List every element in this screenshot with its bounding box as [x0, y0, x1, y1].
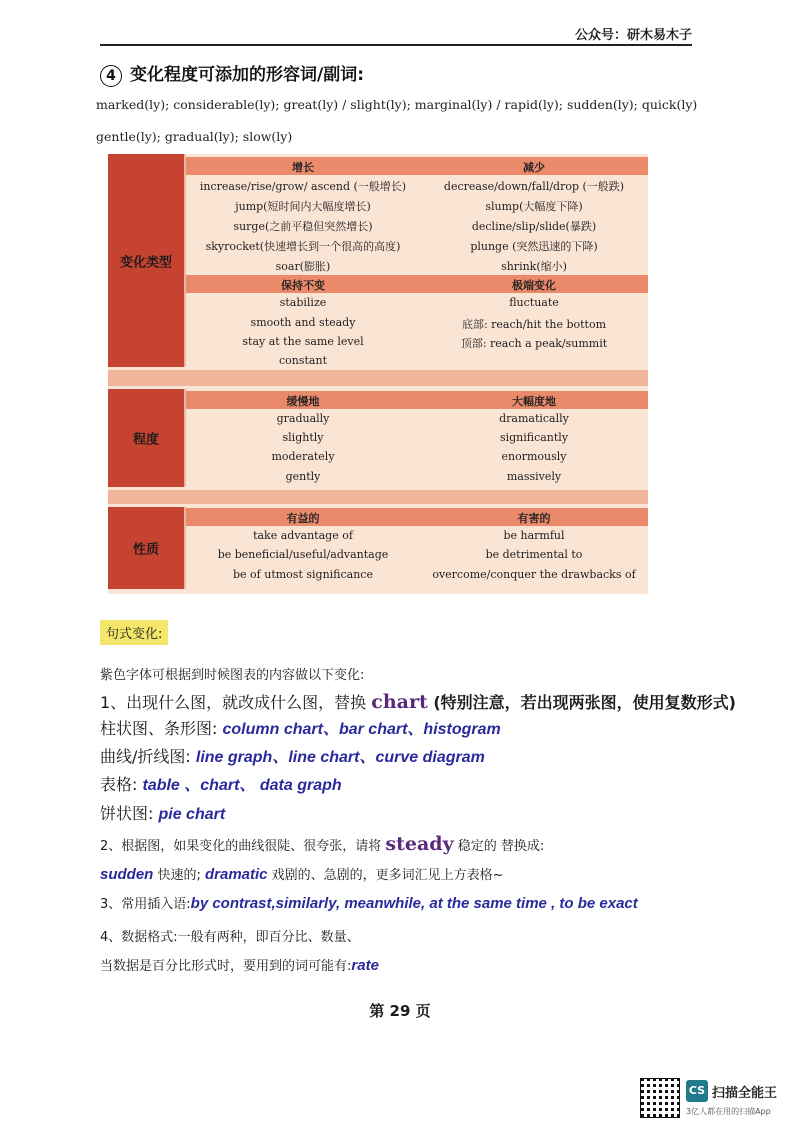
header-band	[186, 275, 648, 293]
head-stable: 保持不变	[281, 279, 325, 292]
row-label-change-type: 变化类型	[108, 154, 186, 367]
cell: surge(之前平稳但突然增长)	[233, 220, 373, 233]
intro-text: 紫色字体可根据到时候图表的内容做以下变化:	[100, 668, 365, 683]
scanner-app-name: 扫描全能王	[712, 1086, 778, 1101]
cell: stabilize	[279, 296, 327, 309]
cell: slightly	[282, 431, 324, 444]
camscanner-logo-icon: CS	[686, 1080, 708, 1102]
cell: soar(膨胀)	[275, 260, 331, 273]
item-4: 4、数据格式:一般有两种，即百分比、数量、	[100, 930, 360, 945]
cell: massively	[506, 470, 562, 483]
page-number: 第 29 页	[369, 1002, 431, 1020]
section-heading	[100, 60, 364, 87]
cell: be detrimental to	[485, 548, 583, 561]
cell: 底部: reach/hit the bottom	[461, 318, 607, 331]
cell: constant	[279, 354, 327, 367]
vocabulary-table	[108, 154, 648, 594]
cell: be harmful	[503, 529, 565, 542]
row-spacer	[108, 370, 648, 386]
word-steady: steady	[385, 833, 454, 855]
item-2-cont: sudden 快速的; dramatic 戏剧的、急剧的，更多词汇见上方表格~	[100, 866, 504, 883]
table-line: 表格: table 、chart、 data graph	[100, 775, 342, 794]
row-label-nature: 性质	[108, 507, 186, 589]
header-band	[186, 157, 648, 175]
cell: gently	[285, 470, 321, 483]
head-harmful: 有害的	[517, 512, 551, 525]
cell: decrease/down/fall/drop (一般跌)	[443, 180, 625, 193]
cell: 顶部: reach a peak/summit	[460, 337, 608, 350]
cell: gradually	[276, 412, 330, 425]
header-band	[186, 508, 648, 526]
head-increase: 增长	[292, 161, 314, 174]
cell: be of utmost significance	[233, 568, 373, 581]
word-chart: chart	[371, 691, 428, 713]
cell: slump(大幅度下降)	[485, 200, 583, 213]
cell: jump(短时间内大幅度增长)	[235, 200, 371, 213]
section-number: 4	[100, 65, 122, 87]
header-band	[186, 391, 648, 409]
header-divider	[100, 44, 692, 46]
item-3: 3、常用插入语:by contrast,similarly, meanwhile, at the same time , to be exact	[100, 895, 638, 912]
bar-line: 柱状图、条形图: column chart、bar chart、histogram	[100, 719, 501, 738]
qr-code-icon	[640, 1078, 680, 1118]
scanner-tagline: 3亿人都在用的扫描App	[686, 1107, 771, 1116]
row-label-degree: 程度	[108, 389, 186, 487]
word-line-1: marked(ly); considerable(ly); great(ly) / slight(ly); marginal(ly) / rapid(ly); sudden(ly); quick(ly)	[96, 97, 698, 112]
head-sharply: 大幅度地	[512, 395, 556, 408]
pie-line: 饼状图: pie chart	[100, 804, 226, 823]
head-beneficial: 有益的	[286, 512, 320, 525]
item-2: 2、根据图，如果变化的曲线很陡、很夸张，请将 steady 稳定的 替换成:	[100, 833, 545, 855]
cell: dramatically	[499, 412, 569, 425]
cell: decline/slip/slide(暴跌)	[471, 220, 597, 233]
cell: take advantage of	[253, 529, 353, 542]
head-extreme: 极端变化	[512, 279, 556, 292]
cell: plunge (突然迅速的下降)	[470, 240, 598, 253]
head-decrease: 减少	[523, 161, 545, 174]
sentence-variation-label: 句式变化:	[100, 620, 168, 645]
cell: moderately	[271, 450, 335, 463]
item-5: 当数据是百分比形式时，要用到的词可能有:rate	[100, 957, 379, 974]
cell: significantly	[499, 431, 569, 444]
cell: enormously	[501, 450, 567, 463]
row-spacer	[108, 490, 648, 504]
cell: increase/rise/grow/ ascend (一般增长)	[199, 180, 407, 193]
word-line-2: gentle(ly); gradual(ly); slow(ly)	[96, 129, 293, 144]
item-1: 1、出现什么图，就改成什么图，替换 chart (特别注意，若出现两张图，使用复数形式)	[100, 691, 736, 713]
cell: fluctuate	[509, 296, 559, 309]
cell: skyrocket(快速增长到一个很高的高度)	[205, 240, 401, 253]
head-slowly: 缓慢地	[286, 395, 320, 408]
cell: smooth and steady	[250, 316, 356, 329]
cell: overcome/conquer the drawbacks of	[432, 568, 636, 581]
header-account: 公众号：研木易木子	[574, 28, 692, 43]
section-title: 变化程度可添加的形容词/副词:	[130, 65, 365, 85]
line-line: 曲线/折线图: line graph、line chart、curve diagram	[100, 747, 485, 766]
cell: shrink(缩小)	[501, 260, 567, 273]
cell: stay at the same level	[242, 335, 364, 348]
cell: be beneficial/useful/advantage	[217, 548, 389, 561]
